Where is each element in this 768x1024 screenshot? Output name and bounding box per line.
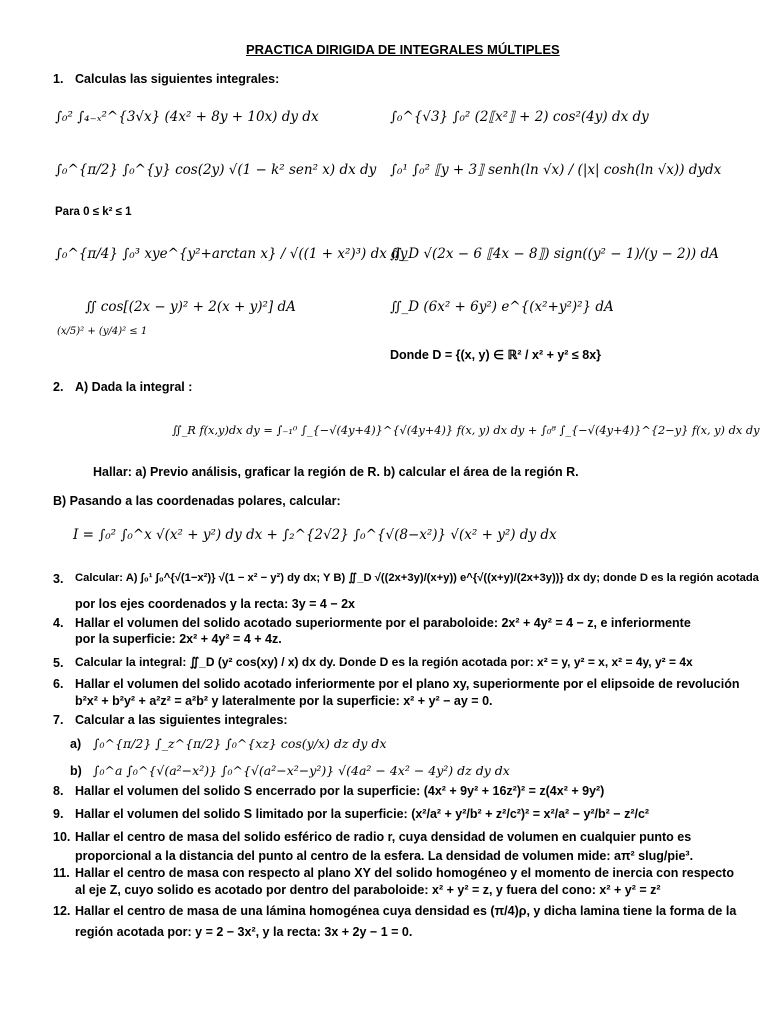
question-5-line-1: Calcular la integral: ∬_D (y² cos(xy) / x) dx dy. Donde D es la región acotada por: x² = y, y² = x, x² = 4y, y² = 4x bbox=[75, 655, 693, 669]
condition-k: Para 0 ≤ k² ≤ 1 bbox=[55, 206, 132, 218]
question-7-number: 7. bbox=[53, 713, 64, 727]
question-12-number: 12. bbox=[53, 904, 71, 918]
question-6-number: 6. bbox=[53, 677, 64, 691]
question-5-number: 5. bbox=[53, 656, 64, 670]
question-11-line-1: Hallar el centro de masa con respecto al plano XY del solido homogéneo y el momento de inercia con respecto bbox=[75, 866, 734, 880]
question-2b-integral: I = ∫₀² ∫₀^x √(x² + y²) dy dx + ∫₂^{2√2} ∫₀^{√(8−x²)} √(x² + y²) dy dx bbox=[73, 527, 557, 543]
question-8-number: 8. bbox=[53, 784, 64, 798]
question-2-text: A) Dada la integral : bbox=[75, 380, 193, 394]
integral-3: ∫₀^{π/2} ∫₀^{y} cos(2y) √(1 − k² sen² x) dx dy bbox=[55, 162, 377, 178]
integral-5: ∫₀^{π/4} ∫₀³ xye^{y²+arctan x} / √((1 + x²)³) dx dy bbox=[55, 246, 408, 262]
question-11-number: 11. bbox=[53, 866, 70, 880]
integral-7: ∬ cos[(2x − y)² + 2(x + y)²] dA bbox=[85, 299, 296, 315]
question-2-integral: ∬_R f(x,y)dx dy = ∫₋₁⁰ ∫_{−√(4y+4)}^{√(4y+4)} f(x, y) dx dy + ∫₀⁸ ∫_{−√(4y+4)}^{2−y} f(x, y) dx dy bbox=[172, 423, 760, 437]
question-1-number: 1. bbox=[53, 72, 64, 86]
question-1-text: Calculas las siguientes integrales: bbox=[75, 72, 280, 86]
integral-4: ∫₀¹ ∫₀² ⟦y + 3⟧ senh(ln √x) / (|x| cosh(ln √x)) dydx bbox=[390, 162, 722, 178]
question-3-line-2: por los ejes coordenados y la recta: 3y = 4 − 2x bbox=[75, 597, 355, 611]
question-10-number: 10. bbox=[53, 830, 71, 844]
document-title: PRACTICA DIRIGIDA DE INTEGRALES MÚLTIPLES bbox=[246, 42, 560, 57]
integral-2: ∫₀^{√3} ∫₀² (2⟦x²⟧ + 2) cos²(4y) dx dy bbox=[390, 109, 649, 125]
question-6-line-1: Hallar el volumen del solido acotado inferiormente por el plano xy, superiormente por el elipsoide de revolución bbox=[75, 677, 740, 691]
question-9-number: 9. bbox=[53, 807, 64, 821]
integral-8: ∬_D (6x² + 6y²) e^{(x²+y²)²} dA bbox=[390, 299, 614, 315]
question-12-line-2: región acotada por: y = 2 − 3x², y la recta: 3x + 2y − 1 = 0. bbox=[75, 925, 413, 939]
question-9-line-1: Hallar el volumen del solido S limitado por la superficie: (x²/a² + y²/b² + z²/c²)² = x²/a² − y²/b² − z²/c² bbox=[75, 807, 650, 821]
question-10-line-2: proporcional a la distancia del punto al centro de la esfera. La densidad de volumen mide: aπ² slug/pie³. bbox=[75, 849, 694, 863]
question-6-line-2: b²x² + b²y² + a²z² = a²b² y lateralmente por la superficie: x² + y² − ay = 0. bbox=[75, 694, 493, 708]
question-7a-integral: ∫₀^{π/2} ∫_z^{π/2} ∫₀^{xz} cos(y/x) dz dy dx bbox=[93, 736, 387, 751]
question-4-line-1: Hallar el volumen del solido acotado superiormente por el paraboloide: 2x² + 4y² = 4 − z, e inferiormente bbox=[75, 616, 691, 630]
question-3-line-1: Calcular: A) ∫₀¹ ∫₀^{√(1−x²)} √(1 − x² − y²) dy dx; Y B) ∬_D √((2x+3y)/(x+y)) e^{√((x+y)/(2x+3y))} dx dy; donde D es la región acotada bbox=[75, 572, 759, 584]
question-12-line-1: Hallar el centro de masa de una lámina homogénea cuya densidad es (π/4)ρ, y dicha lamina tiene la forma de la bbox=[75, 904, 737, 918]
question-2-number: 2. bbox=[53, 380, 64, 394]
question-2-hallar: Hallar: a) Previo análisis, graficar la región de R. b) calcular el área de la región R. bbox=[93, 465, 579, 479]
question-11-line-2: al eje Z, cuyo solido es acotado por dentro del paraboloide: x² + y² = z, y fuera del cono: x² + y² = z² bbox=[75, 883, 661, 897]
question-7b-label: b) bbox=[70, 764, 82, 778]
integral-1: ∫₀² ∫₄₋ₓ²^{3√x} (4x² + 8y + 10x) dy dx bbox=[55, 109, 319, 125]
question-4-number: 4. bbox=[53, 616, 64, 630]
question-4-line-2: por la superficie: 2x² + 4y² = 4 + 4z. bbox=[75, 632, 282, 646]
integral-7-region: (x/5)² + (y/4)² ≤ 1 bbox=[57, 326, 148, 337]
question-7b-integral: ∫₀^a ∫₀^{√(a²−x²)} ∫₀^{√(a²−x²−y²)} √(4a² − 4x² − 4y²) dz dy dx bbox=[93, 763, 510, 778]
question-8-line-1: Hallar el volumen del solido S encerrado por la superficie: (4x² + 9y² + 16z²)² = z(4x² + 9y²) bbox=[75, 784, 605, 798]
question-7-text: Calcular a las siguientes integrales: bbox=[75, 713, 288, 727]
integral-6: ∬_D √(2x − 6 ⟦4x − 8⟧) sign((y² − 1)/(y − 2)) dA bbox=[390, 246, 719, 262]
question-2b-text: B) Pasando a las coordenadas polares, calcular: bbox=[53, 494, 341, 508]
question-7a-label: a) bbox=[70, 737, 82, 751]
question-3-number: 3. bbox=[53, 572, 64, 586]
question-10-line-1: Hallar el centro de masa del solido esférico de radio r, cuya densidad de volumen en cualquier punto es bbox=[75, 830, 692, 844]
domain-definition: Donde D = {(x, y) ∈ ℝ² / x² + y² ≤ 8x} bbox=[390, 348, 602, 362]
